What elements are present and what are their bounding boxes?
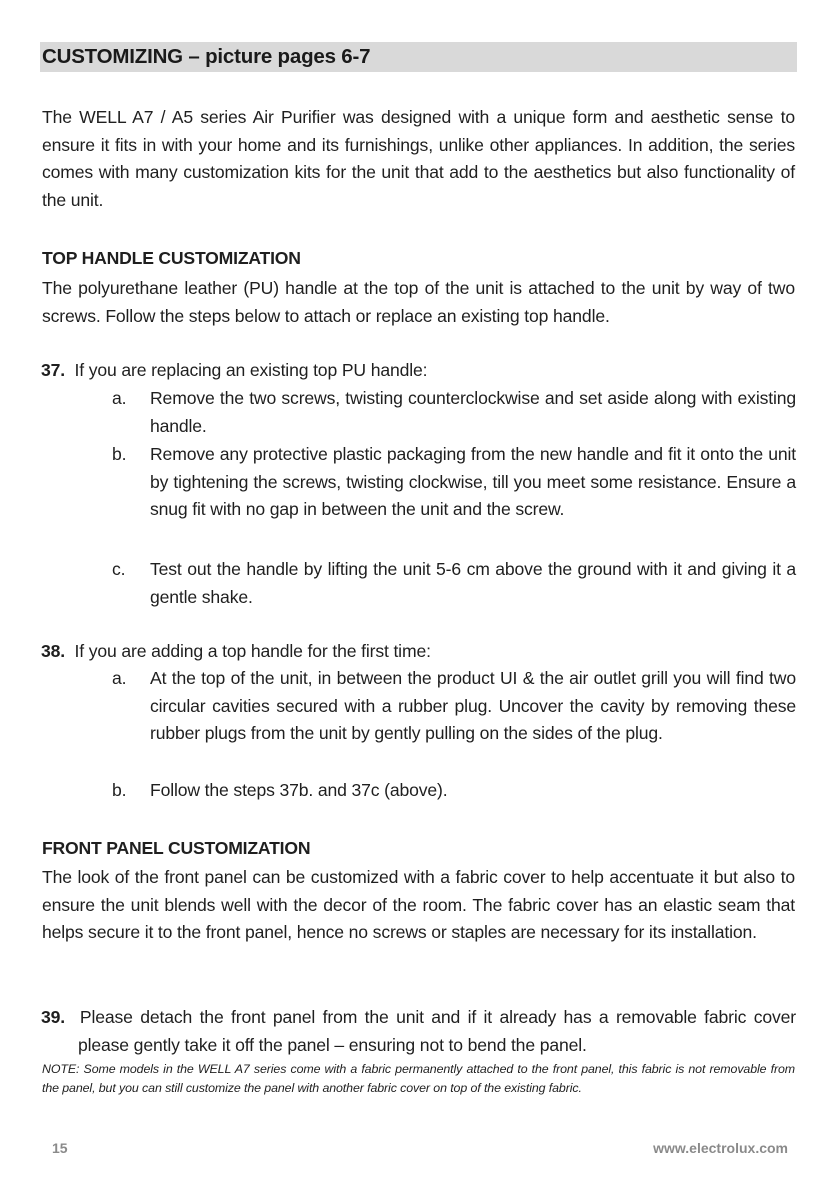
section-title: CUSTOMIZING – picture pages 6-7 <box>42 45 371 68</box>
substep-37a <box>112 385 796 440</box>
step-number: 39. <box>41 1007 66 1027</box>
substep-text: Test out the handle by lifting the unit 5-6 cm above the ground with it and giving it a gentle shake. <box>150 559 796 607</box>
substep-letter: c. <box>112 559 126 579</box>
step-text: If you are replacing an existing top PU handle: <box>74 360 428 380</box>
substep-text: Follow the steps 37b. and 37c (above). <box>150 780 448 800</box>
substep-38b <box>112 777 796 805</box>
substep-38a <box>112 665 796 748</box>
step-38 <box>41 638 796 666</box>
substep-letter: b. <box>112 444 127 464</box>
front-panel-heading: FRONT PANEL CUSTOMIZATION <box>42 838 311 858</box>
substep-letter: a. <box>112 668 127 688</box>
step-text: If you are adding a top handle for the first time: <box>74 641 431 661</box>
substep-text: At the top of the unit, in between the product UI & the air outlet grill you will find two circular cavities secured with a rubber plug. Uncover the cavity by removing these rubber plugs from the unit by gently pulling on the sides of the plug. <box>150 668 796 743</box>
substep-37c <box>112 556 796 611</box>
step-number: 37. <box>41 360 66 380</box>
substep-letter: b. <box>112 780 127 800</box>
substep-text: Remove any protective plastic packaging from the new handle and fit it onto the unit by tightening the screws, twisting clockwise, till you meet some resistance. Ensure a snug fit with no gap in between the unit and the screw. <box>150 444 796 519</box>
note-text: NOTE: Some models in the WELL A7 series come with a fabric permanently attached to the front panel, this fabric is not removable from the panel, but you can still customize the panel with another fabric cover on top of the existing fabric. <box>42 1062 795 1095</box>
page-number: 15 <box>52 1140 68 1156</box>
substep-37b <box>112 441 796 524</box>
section-title-bar <box>40 42 797 72</box>
step-37 <box>41 357 796 385</box>
step-39 <box>41 1004 796 1059</box>
top-handle-description: The polyurethane leather (PU) handle at the top of the unit is attached to the unit by way of two screws. Follow the steps below to attach or replace an existing top handle. <box>42 278 795 326</box>
top-handle-heading: TOP HANDLE CUSTOMIZATION <box>42 248 301 268</box>
substep-text: Remove the two screws, twisting counterclockwise and set aside along with existing handle. <box>150 388 796 436</box>
substep-letter: a. <box>112 388 127 408</box>
step-number: 38. <box>41 641 66 661</box>
front-panel-description: The look of the front panel can be customized with a fabric cover to help accentuate it but also to ensure the unit blends well with the decor of the room. The fabric cover has an elastic seam that helps secure it to the front panel, hence no screws or staples are necessary for its installation. <box>42 867 795 942</box>
footer-url[interactable]: www.electrolux.com <box>653 1140 788 1156</box>
step-text: Please detach the front panel from the unit and if it already has a removable fabric cover please gently take it off the panel – ensuring not to bend the panel. <box>78 1007 797 1055</box>
intro-paragraph: The WELL A7 / A5 series Air Purifier was designed with a unique form and aesthetic sense to ensure it fits in with your home and its furnishings, unlike other appliances. In addition, the series comes with many customization kits for the unit that add to the aesthetics but also functionality of the unit. <box>42 107 795 210</box>
